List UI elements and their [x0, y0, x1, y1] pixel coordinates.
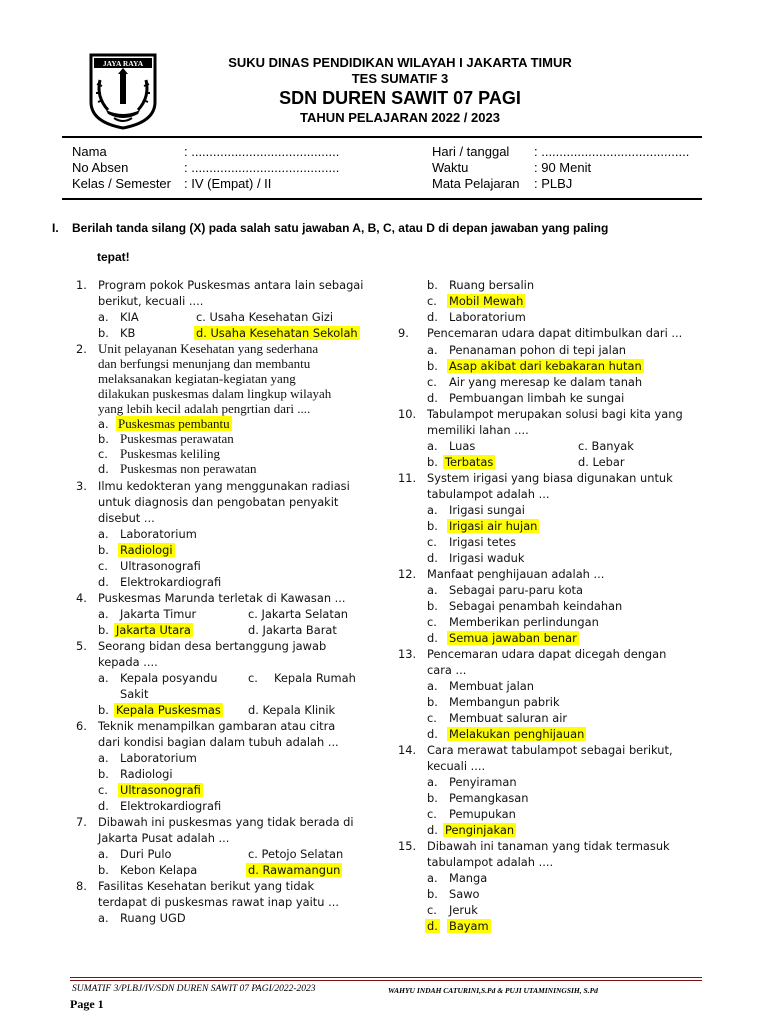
q15-a-marker: a. [427, 871, 438, 885]
q2-text-3: melaksanakan kegiatan-kegiatan yang [98, 371, 296, 386]
q11-option-c: Irigasi tetes [449, 535, 517, 549]
q7-number: 7. [76, 815, 87, 829]
q7-option-a: Duri Pulo [120, 847, 172, 861]
header-agency: SUKU DINAS PENDIDIKAN WILAYAH I JAKARTA TIMUR [228, 55, 572, 70]
q14-c-marker: c. [427, 807, 437, 821]
q1-option-d-answer: d. Usaha Kesehatan Sekolah [196, 326, 358, 340]
nama-value: : ......................................... [184, 144, 340, 159]
footer-rule-2 [70, 980, 702, 981]
q1-option-b: KB [120, 326, 136, 340]
q6-option-d: Elektrokardiografi [120, 799, 222, 813]
q6-b-marker: b. [98, 767, 109, 781]
q6-c-marker: c. [98, 783, 108, 797]
q8-b-marker: b. [427, 278, 438, 292]
q4-text-1: Puskesmas Marunda terletak di Kawasan ... [98, 591, 346, 605]
q1-b-marker: b. [98, 326, 109, 340]
q10-number: 10. [398, 407, 417, 421]
absen-value: : ......................................... [184, 160, 340, 175]
q4-b-marker: b. [98, 623, 109, 637]
header-test-name: TES SUMATIF 3 [351, 71, 449, 86]
q12-d-marker: d. [427, 631, 438, 645]
q4-a-marker: a. [98, 607, 109, 621]
q1-text-1: Program pokok Puskesmas antara lain sebagai [98, 278, 364, 292]
q13-option-c: Membuat saluran air [449, 711, 568, 725]
q5-b-marker: b. [98, 703, 109, 717]
q11-number: 11. [398, 471, 417, 485]
q8-option-d: Laboratorium [449, 310, 526, 324]
q11-option-b-answer: Irigasi air hujan [449, 519, 538, 533]
q13-c-marker: c. [427, 711, 437, 725]
q12-option-d-answer: Semua jawaban benar [449, 631, 577, 645]
q8-d-marker: d. [427, 310, 438, 324]
q7-option-d-answer: d. Rawamangun [248, 863, 341, 877]
q3-text-1: Ilmu kedokteran yang menggunakan radiasi [98, 479, 350, 493]
hari-label: Hari / tanggal [432, 144, 510, 159]
q5-text-1: Seorang bidan desa bertanggung jawab [98, 639, 327, 653]
q6-number: 6. [76, 719, 87, 733]
q15-text-1: Dibawah ini tanaman yang tidak termasuk [427, 839, 670, 853]
q5-option-c-cont: Sakit [120, 687, 149, 701]
q2-a-marker: a. [98, 417, 109, 431]
q1-text-2: berikut, kecuali .... [98, 294, 204, 308]
q15-c-marker: c. [427, 903, 437, 917]
q10-text-2: memiliki lahan .... [427, 423, 529, 437]
footer-right: WAHYU INDAH CATURINI,S.Pd & PUJI UTAMININGSIH, S.Pd [388, 986, 598, 995]
q2-d-marker: d. [98, 462, 109, 476]
q3-c-marker: c. [98, 559, 108, 573]
q1-option-a: KIA [120, 310, 139, 324]
q2-option-b: Puskesmas perawatan [120, 431, 234, 446]
absen-label: No Absen [72, 160, 129, 175]
q14-option-a: Penyiraman [449, 775, 517, 789]
q5-a-marker: a. [98, 671, 109, 685]
q9-option-d: Pembuangan limbah ke sungai [449, 391, 625, 405]
q7-text-2: Jakarta Pusat adalah ... [98, 831, 230, 845]
q9-c-marker: c. [427, 375, 437, 389]
q2-text-5: yang lebih kecil adalah pengrtian dari .... [98, 401, 311, 416]
q2-text-1: Unit pelayanan Kesehatan yang sederhana [98, 341, 319, 356]
q14-option-d-answer: Penginjakan [445, 823, 515, 837]
q6-option-a: Laboratorium [120, 751, 197, 765]
q11-b-marker: b. [427, 519, 438, 533]
q7-option-c: c. Petojo Selatan [248, 847, 344, 861]
q6-d-marker: d. [98, 799, 109, 813]
q15-option-a: Manga [449, 871, 488, 885]
q9-option-a: Penanaman pohon di tepi jalan [449, 343, 627, 357]
q2-text-4: dilakukan puskesmas dalam lingkup wilayah [98, 386, 332, 401]
header-year: TAHUN PELAJARAN 2022 / 2023 [300, 110, 500, 125]
q7-b-marker: b. [98, 863, 109, 877]
q9-d-marker: d. [427, 391, 438, 405]
q8-c-marker: c. [427, 294, 437, 308]
q11-text-1: System irigasi yang biasa digunakan untuk [427, 471, 673, 485]
q8-text-1: Fasilitas Kesehatan berikut yang tidak [98, 879, 315, 893]
q9-option-b-answer: Asap akibat dari kebakaran hutan [449, 359, 642, 373]
q15-option-c: Jeruk [449, 903, 478, 917]
q12-c-marker: c. [427, 615, 437, 629]
q10-text-1: Tabulampot merupakan solusi bagi kita yang [427, 407, 683, 421]
waktu-label: Waktu [432, 160, 469, 175]
q15-option-b: Sawo [449, 887, 480, 901]
q14-option-c: Pemupukan [449, 807, 516, 821]
q8-text-2: terdapat di puskesmas rawat inap yaitu ... [98, 895, 339, 909]
q1-option-c: c. Usaha Kesehatan Gizi [196, 310, 334, 324]
mapel-value: : PLBJ [534, 176, 573, 191]
q12-text-1: Manfaat penghijauan adalah ... [427, 567, 605, 581]
q2-number: 2. [76, 342, 87, 356]
q10-option-a: Luas [449, 439, 476, 453]
jaya-raya-logo [88, 52, 158, 130]
nama-label: Nama [72, 144, 107, 159]
q10-option-b-answer: Terbatas [445, 455, 494, 469]
q10-option-d: d. Lebar [578, 455, 625, 469]
q14-b-marker: b. [427, 791, 438, 805]
q11-d-marker: d. [427, 551, 438, 565]
q13-a-marker: a. [427, 679, 438, 693]
mapel-label: Mata Pelajaran [432, 176, 520, 191]
q15-number: 15. [398, 839, 417, 853]
q6-text-2: dari kondisi bagian dalam tubuh adalah ... [98, 735, 339, 749]
q5-option-c: Kepala Rumah [274, 671, 356, 685]
q15-option-d-answer: Bayam [449, 919, 489, 933]
q6-option-b: Radiologi [120, 767, 173, 781]
kelas-label: Kelas / Semester [72, 176, 171, 191]
q9-number: 9. [398, 326, 409, 340]
q14-text-2: kecuali .... [427, 759, 486, 773]
q13-option-b: Membangun pabrik [449, 695, 560, 709]
instruction-line2: tepat! [97, 250, 130, 264]
q2-option-c: Puskesmas keliling [120, 446, 221, 461]
q10-b-marker: b. [427, 455, 438, 469]
page-number: Page 1 [70, 997, 104, 1011]
q7-option-b: Kebon Kelapa [120, 863, 198, 877]
q14-text-1: Cara merawat tabulampot sebagai berikut, [427, 743, 673, 757]
waktu-value: : 90 Menit [534, 160, 592, 175]
q13-option-a: Membuat jalan [449, 679, 534, 693]
q8-option-c-answer: Mobil Mewah [449, 294, 524, 308]
q13-option-d-answer: Melakukan penghijauan [449, 727, 585, 741]
q13-text-1: Pencemaran udara dapat dicegah dengan [427, 647, 667, 661]
q13-text-2: cara ... [427, 663, 467, 677]
footer-left: SUMATIF 3/PLBJ/IV/SDN DUREN SAWIT 07 PAGI/2022-2023 [72, 984, 316, 994]
q10-a-marker: a. [427, 439, 438, 453]
q15-d-marker: d. [427, 919, 438, 933]
q3-option-c: Ultrasonografi [120, 559, 201, 573]
q11-text-2: tabulampot adalah ... [427, 487, 550, 501]
q9-a-marker: a. [427, 343, 438, 357]
q9-b-marker: b. [427, 359, 438, 373]
q5-number: 5. [76, 639, 87, 653]
q12-number: 12. [398, 567, 417, 581]
q10-option-c: c. Banyak [578, 439, 634, 453]
q13-d-marker: d. [427, 727, 438, 741]
q8-option-a: Ruang UGD [120, 911, 186, 925]
q2-b-marker: b. [98, 432, 109, 446]
q3-b-marker: b. [98, 543, 109, 557]
q9-option-c: Air yang meresap ke dalam tanah [449, 375, 643, 389]
q5-c-marker: c. [248, 671, 258, 685]
q3-a-marker: a. [98, 527, 109, 541]
q14-number: 14. [398, 743, 417, 757]
q12-b-marker: b. [427, 599, 438, 613]
instruction-number: I. [52, 221, 59, 235]
q12-a-marker: a. [427, 583, 438, 597]
q8-a-marker: a. [98, 911, 109, 925]
q3-option-b-answer: Radiologi [120, 543, 173, 557]
q2-option-a-answer: Puskesmas pembantu [118, 416, 230, 431]
q12-option-c: Memberikan perlindungan [449, 615, 599, 629]
q7-a-marker: a. [98, 847, 109, 861]
q12-option-b: Sebagai penambah keindahan [449, 599, 623, 613]
q11-c-marker: c. [427, 535, 437, 549]
q3-option-a: Laboratorium [120, 527, 197, 541]
q2-text-2: dan berfungsi menunjang dan membantu [98, 356, 311, 371]
q6-option-c-answer: Ultrasonografi [120, 783, 201, 797]
footer-rule-1 [70, 977, 702, 978]
q11-option-d: Irigasi waduk [449, 551, 525, 565]
q11-a-marker: a. [427, 503, 438, 517]
q5-text-2: kepada .... [98, 655, 158, 669]
q1-number: 1. [76, 278, 87, 292]
q4-option-b-answer: Jakarta Utara [116, 623, 191, 637]
hari-value: : ......................................... [534, 144, 690, 159]
q15-b-marker: b. [427, 887, 438, 901]
q15-text-2: tabulampot adalah .... [427, 855, 554, 869]
q5-option-a: Kepala posyandu [120, 671, 218, 685]
q6-text-1: Teknik menampilkan gambaran atau citra [98, 719, 336, 733]
header-rule-top [62, 136, 702, 138]
header-rule-bottom [62, 198, 702, 200]
header-school: SDN DUREN SAWIT 07 PAGI [279, 88, 521, 108]
instruction-line1: Berilah tanda silang (X) pada salah satu jawaban A, B, C, atau D di depan jawaban yang paling [72, 221, 609, 235]
q2-c-marker: c. [98, 447, 108, 461]
q11-option-a: Irigasi sungai [449, 503, 525, 517]
q3-option-d: Elektrokardiografi [120, 575, 222, 589]
q2-option-d: Puskesmas non perawatan [120, 461, 257, 476]
q3-number: 3. [76, 479, 87, 493]
q5-option-b-answer: Kepala Puskesmas [116, 703, 221, 717]
kelas-value: : IV (Empat) / II [184, 176, 272, 191]
q4-option-c: c. Jakarta Selatan [248, 607, 349, 621]
q3-text-3: disebut ... [98, 511, 155, 525]
q4-option-a: Jakarta Timur [120, 607, 197, 621]
q4-option-d: d. Jakarta Barat [248, 623, 337, 637]
svg-text:JAYA RAYA: JAYA RAYA [102, 59, 144, 68]
q3-d-marker: d. [98, 575, 109, 589]
q13-b-marker: b. [427, 695, 438, 709]
q1-a-marker: a. [98, 310, 109, 324]
q14-a-marker: a. [427, 775, 438, 789]
q3-text-2: untuk diagnosis dan pengobatan penyakit [98, 495, 339, 509]
q14-option-b: Pemangkasan [449, 791, 529, 805]
q9-text-1: Pencemaran udara dapat ditimbulkan dari ... [427, 326, 683, 340]
q7-text-1: Dibawah ini puskesmas yang tidak berada di [98, 815, 354, 829]
q8-option-b: Ruang bersalin [449, 278, 535, 292]
q6-a-marker: a. [98, 751, 109, 765]
q4-number: 4. [76, 591, 87, 605]
q14-d-marker: d. [427, 823, 438, 837]
q13-number: 13. [398, 647, 417, 661]
q12-option-a: Sebagai paru-paru kota [449, 583, 584, 597]
q5-option-d: d. Kepala Klinik [248, 703, 336, 717]
q8-number: 8. [76, 879, 87, 893]
